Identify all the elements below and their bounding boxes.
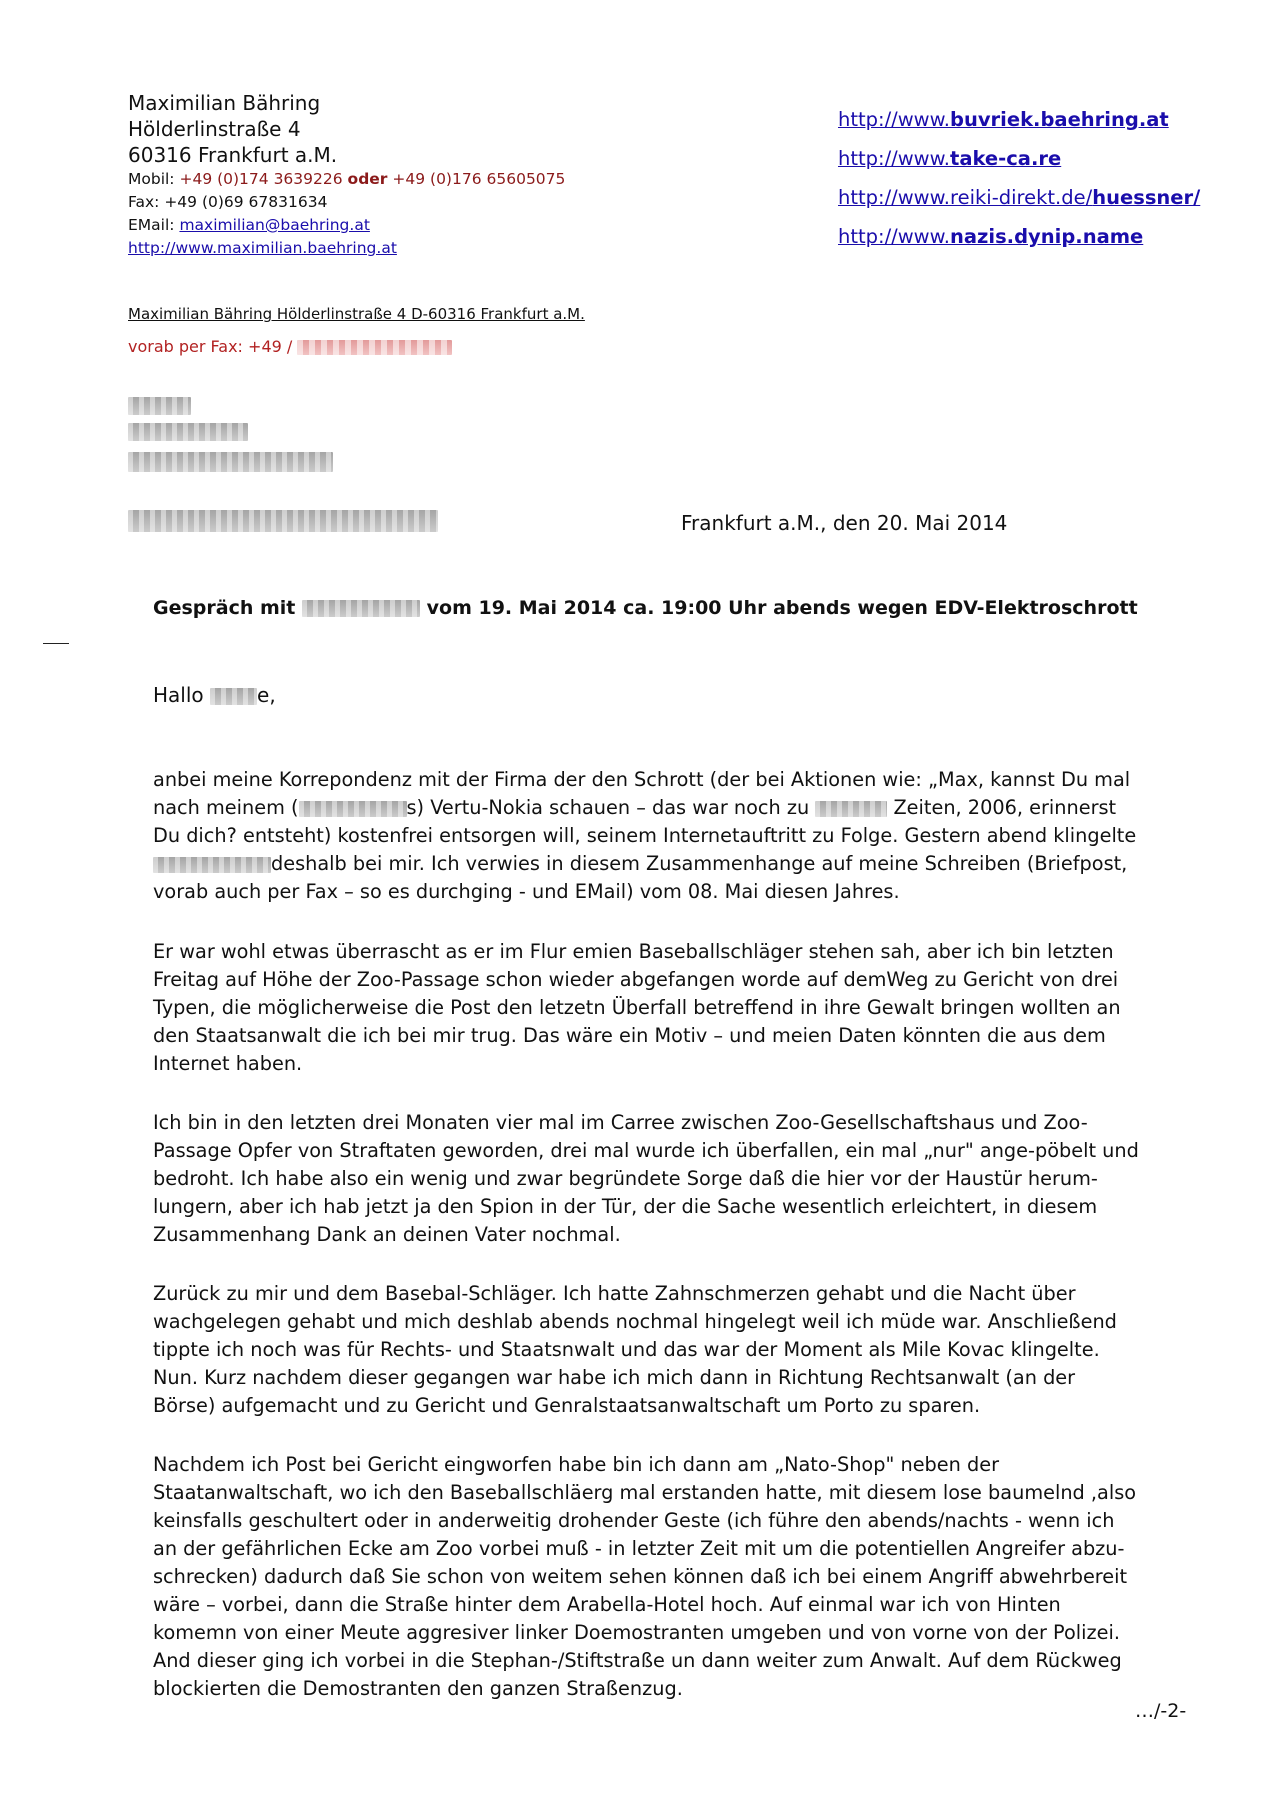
p5-line-7: komemn von einer Meute aggresiver linker Doemostranten umgeben und von vorne von der Polizei.	[153, 1621, 1120, 1644]
redacted-recipient-line-1	[128, 397, 191, 415]
email-link[interactable]: maximilian@baehring.at	[179, 216, 370, 234]
p1-line-2: nach meinem ( s) Vertu-Nokia schauen – das war noch zu Zeiten, 2006, erinnerst	[153, 796, 1117, 819]
paragraph-2	[153, 938, 1203, 1078]
sender-email	[128, 214, 565, 237]
greeting	[153, 683, 276, 707]
page-number: …/-2-	[1135, 1700, 1187, 1722]
p2-line-4: den Staatsanwalt die ich bei mir trug. Das wäre ein Motiv – und meien Daten könnten die aus dem	[153, 1024, 1106, 1047]
sender-website	[128, 237, 565, 260]
p1-line-4: deshalb bei mir. Ich verwies in diesem Zusammenhange auf meine Schreiben (Briefpost,	[153, 850, 1203, 878]
p5-line-6: wäre – vorbei, dann die Straße hinter dem Arabella-Hotel hoch. Auf einmal war ich von Hinten	[153, 1593, 1061, 1616]
redacted-fax-number	[297, 340, 452, 355]
p3-line-3: bedroht. Ich habe also ein wenig und zwar begründete Sorge daß die hier vor der Haustür herum-	[153, 1167, 1098, 1190]
p5-line-4: an der gefährlichen Ecke am Zoo vorbei muß - in letzter Zeit mit um die potentiellen Angreifer abzu-	[153, 1537, 1125, 1560]
greeting-before: Hallo	[153, 683, 204, 707]
subject-before: Gespräch mit	[153, 597, 296, 619]
redacted-recipient-line-4	[128, 510, 438, 532]
weblink-1[interactable]: http://www.buvriek.baehring.at	[838, 108, 1169, 131]
p5-line-3: keinsfalls geschultert oder in anderweitig drohender Geste (ich führe den abends/nachts - wenn ich	[153, 1509, 1115, 1532]
p2-line-2: Freitag auf Höhe der Zoo-Passage schon wieder abgefangen worde auf demWeg zu Gericht von drei	[153, 968, 1119, 991]
p1-line-5: vorab auch per Fax – so es durchging - und EMail) vom 08. Mai diesen Jahres.	[153, 880, 900, 903]
p5-line-5: schrecken) dadurch daß Sie schon von weitem sehen können daß ich bei einem Angriff abwehrbereit	[153, 1565, 1128, 1588]
redacted-recipient-line-3	[128, 452, 333, 472]
mobile-label: Mobil:	[128, 170, 175, 188]
return-address: Maximilian Bähring Hölderlinstraße 4 D-60316 Frankfurt a.M.	[128, 305, 585, 323]
redacted-p1-a	[299, 801, 407, 817]
redacted-subject-name	[302, 600, 420, 617]
p4-line-4: Nun. Kurz nachdem dieser gegangen war habe ich mich dann in Richtung Rechtsanwalt (an der	[153, 1366, 1076, 1389]
redacted-recipient-line-2	[128, 423, 248, 441]
p5-line-9: blockierten die Demostranten den ganzen Straßenzug.	[153, 1677, 683, 1700]
email-label: EMail:	[128, 216, 175, 234]
p5-line-8: And dieser ging ich vorbei in die Stephan-/Stiftstraße un dann weiter zum Anwalt. Auf dem Rückweg	[153, 1649, 1122, 1672]
p4-line-5: Börse) aufgemacht und zu Gericht und Genralstaatsanwaltschaft um Porto zu sparen.	[153, 1394, 981, 1417]
weblink-3[interactable]: http://www.reiki-direkt.de/huessner/	[838, 186, 1201, 209]
p5-line-2: Staatanwaltschaft, wo ich den Baseballschläerg mal erstanden hatte, mit diesem lose baumelnd ,also	[153, 1481, 1137, 1504]
p3-line-4: lungern, aber ich hab jetzt ja den Spion in der Tür, der die Sache wesentlich erleichtert, in diesem	[153, 1195, 1098, 1218]
redacted-p1-b	[815, 801, 887, 817]
sender-mobile	[128, 168, 565, 191]
p2-line-5: Internet haben.	[153, 1052, 303, 1075]
sender-street: Hölderlinstraße 4	[128, 117, 301, 141]
p4-line-3: tippte ich noch was für Rechts- und Staatsnwalt und das war der Moment als Mile Kovac klingelte.	[153, 1338, 1100, 1361]
subject-line	[153, 597, 1138, 619]
fold-mark	[43, 643, 69, 644]
paragraph-3	[153, 1109, 1203, 1249]
sender-block	[128, 90, 565, 260]
p4-line-1: Zurück zu mir und dem Basebal-Schläger. Ich hatte Zahnschmerzen gehabt und die Nacht über	[153, 1282, 1076, 1305]
p3-line-1: Ich bin in den letzten drei Monaten vier mal im Carree zwischen Zoo-Gesellschaftshaus und Zoo-	[153, 1111, 1088, 1134]
sender-fax: Fax: +49 (0)69 67831634	[128, 193, 328, 211]
sender-city: 60316 Frankfurt a.M.	[128, 143, 338, 167]
mobile-or: oder	[347, 170, 388, 188]
weblink-4[interactable]: http://www.nazis.dynip.name	[838, 225, 1144, 248]
fax-line	[128, 337, 452, 356]
mobile-number-2: +49 (0)176 65605075	[392, 170, 566, 188]
p3-line-5: Zusammenhang Dank an deinen Vater nochmal.	[153, 1223, 621, 1246]
subject-after: vom 19. Mai 2014 ca. 19:00 Uhr abends wegen EDV-Elektroschrott	[426, 597, 1138, 619]
paragraph-4	[153, 1280, 1203, 1420]
p5-line-1: Nachdem ich Post bei Gericht eingworfen habe bin ich dann am „Nato-Shop" neben der	[153, 1453, 1000, 1476]
fax-prefix: vorab per Fax: +49 /	[128, 337, 293, 356]
sender-name: Maximilian Bähring	[128, 91, 321, 115]
weblink-2[interactable]: http://www.take-ca.re	[838, 147, 1062, 170]
redacted-greeting-name	[210, 688, 257, 705]
weblinks-list	[838, 100, 1200, 256]
p2-line-3: Typen, die möglicherweise die Post den letzetn Überfall betreffend in ihre Gewalt bringen wollten an	[153, 996, 1121, 1019]
greeting-after: e,	[257, 683, 276, 707]
p4-line-2: wachgelegen gehabt und mich deshlab abends nochmal hingelegt weil ich müde war. Anschließend	[153, 1310, 1117, 1333]
p3-line-2: Passage Opfer von Straftaten geworden, drei mal wurde ich überfallen, ein mal „nur" ange-pöbelt und	[153, 1139, 1139, 1162]
date-line: Frankfurt a.M., den 20. Mai 2014	[681, 511, 1008, 535]
paragraph-1	[153, 766, 1203, 906]
redacted-p1-c	[153, 857, 271, 873]
p1-line-1: anbei meine Korrepondenz mit der Firma der den Schrott (der bei Aktionen wie: „Max, kannst Du mal	[153, 768, 1131, 791]
paragraph-5	[153, 1451, 1203, 1703]
website-link[interactable]: http://www.maximilian.baehring.at	[128, 239, 397, 257]
mobile-number-1: +49 (0)174 3639226	[179, 170, 343, 188]
p1-line-3: Du dich? entsteht) kostenfrei entsorgen will, seinem Internetauftritt zu Folge. Gestern abend klingelte	[153, 824, 1137, 847]
p2-line-1: Er war wohl etwas überrascht as er im Flur emien Baseballschläger stehen sah, aber ich bin letzten	[153, 940, 1114, 963]
